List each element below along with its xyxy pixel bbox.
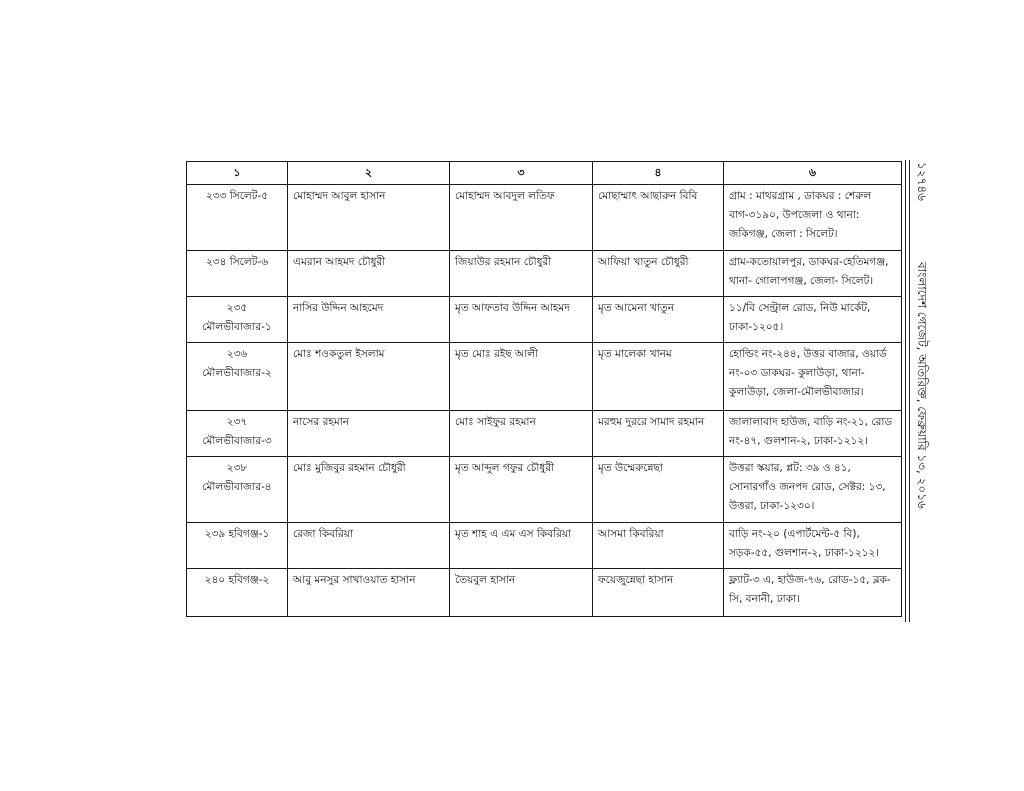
constituency-cell: ২৩৬ মৌলভীবাজার-২ [187, 343, 288, 411]
candidate-name-cell: মোঃ মুজিবুর রহমান চৌধুরী [288, 457, 450, 523]
candidate-name-cell: এমরান আহমদ চৌধুরী [288, 251, 450, 297]
candidate-name-cell: নাসির উদ্দিন আহমেদ [288, 297, 450, 343]
address-cell: হোল্ডিং নং-২৪৪, উত্তর বাজার, ওয়ার্ড নং-০৩ ডাকঘর- কুলাউড়া, থানা- কুলাউড়া, জেলা-মৌলভীবাজার। [724, 343, 902, 411]
running-title: বাংলাদেশ গেজেট, অতিরিক্ত, ফেব্রুয়ারি ১৩, ২০১৬ [915, 262, 929, 509]
address-cell: জালালাবাদ হাউজ, বাড়ি নং-২১, রোড নং-৪৭, গুলশান-২, ঢাকা-১২১২। [724, 411, 902, 457]
mother-name-cell: মৃত মালেকা খানম [593, 343, 724, 411]
table-header-row [187, 162, 902, 185]
father-name-cell: মৃত আফতাব উদ্দিন আহমদ [450, 297, 593, 343]
table-row [187, 523, 902, 569]
table-row [187, 343, 902, 411]
father-name-cell: জিয়াউর রহমান চৌধুরী [450, 251, 593, 297]
table-row [187, 411, 902, 457]
candidate-name-cell: রেজা কিবরিয়া [288, 523, 450, 569]
candidate-name-cell: আবু মনসুর সাখাওয়াত হাসান [288, 569, 450, 617]
mother-name-cell: আফিয়া খাতুন চৌধুরী [593, 251, 724, 297]
father-name-cell: মৃত শাহ এ এম এস কিবরিয়া [450, 523, 593, 569]
column-header-6: ৬ [724, 162, 902, 185]
table-row [187, 185, 902, 251]
table-row [187, 457, 902, 523]
address-cell: উত্তরা স্কয়ার, প্লট: ৩৯ ও ৪১, সোনারগাঁও জনপদ রোড, সেক্টর: ১৩, উত্তরা, ঢাকা-১২৩০। [724, 457, 902, 523]
mother-name-cell: আসমা কিবরিয়া [593, 523, 724, 569]
constituency-cell: ২৩৩ সিলেট-৫ [187, 185, 288, 251]
candidate-name-cell: মোহাম্মদ আবুল হাসান [288, 185, 450, 251]
constituency-cell: ২৩৪ সিলেট-৬ [187, 251, 288, 297]
mother-name-cell: মৃত আমেনা খাতুন [593, 297, 724, 343]
candidate-table [186, 161, 902, 617]
father-name-cell: মৃত আব্দুল গফুর চৌধুরী [450, 457, 593, 523]
address-cell: বাড়ি নং-২০ (এপার্টমেন্ট-৫ বি), সড়ক-৫৫, গুলশান-২, ঢাকা-১২১২। [724, 523, 902, 569]
mother-name-cell: মোছাম্মাৎ আছারুন বিবি [593, 185, 724, 251]
table-row [187, 251, 902, 297]
column-header-1: ১ [187, 162, 288, 185]
mother-name-cell: ফয়েজুন্নেছা হাসান [593, 569, 724, 617]
address-cell: ১১/বি সেন্ট্রাল রোড, নিউ মার্কেট, ঢাকা-১২০৫। [724, 297, 902, 343]
constituency-cell: ২৩৯ হবিগঞ্জ-১ [187, 523, 288, 569]
column-header-3: ৩ [450, 162, 593, 185]
page-number: ১২৭৪৬ [915, 162, 929, 201]
table-row [187, 569, 902, 617]
candidate-name-cell: নাসের রহমান [288, 411, 450, 457]
table-row [187, 297, 902, 343]
father-name-cell: মোঃ সাইফুর রহমান [450, 411, 593, 457]
margin-rule [905, 160, 910, 622]
father-name-cell: মৃত মোঃ রইছ আলী [450, 343, 593, 411]
column-header-2: ২ [288, 162, 450, 185]
candidate-name-cell: মোঃ শওকতুল ইসলাম [288, 343, 450, 411]
address-cell: গ্রাম : মাথরগ্রাম , ডাকঘর : শেরুল বাগ-৩১৯০, উপজেলা ও থানা: জকিগঞ্জ, জেলা : সিলেট। [724, 185, 902, 251]
column-header-4: ৪ [593, 162, 724, 185]
father-name-cell: তৈয়বুল হাসান [450, 569, 593, 617]
mother-name-cell: মৃত উম্মেরুন্নেছা [593, 457, 724, 523]
constituency-cell: ২৩৭ মৌলভীবাজার-৩ [187, 411, 288, 457]
address-cell: ফ্ল্যাট-৩ এ, হাউজ-৭৬, রোড-১৫, ব্লক-সি, বনানী, ঢাকা। [724, 569, 902, 617]
constituency-cell: ২৪০ হবিগঞ্জ-২ [187, 569, 288, 617]
mother-name-cell: মরহুম দুররে সামাদ রহমান [593, 411, 724, 457]
father-name-cell: মোহাম্মদ আবদুল লতিফ [450, 185, 593, 251]
address-cell: গ্রাম-কতোয়ালপুর, ডাকঘর-হেতিমগঞ্জ, থানা- গোলাপগঞ্জ, জেলা- সিলেট। [724, 251, 902, 297]
constituency-cell: ২৩৫ মৌলভীবাজার-১ [187, 297, 288, 343]
constituency-cell: ২৩৮ মৌলভীবাজার-৪ [187, 457, 288, 523]
